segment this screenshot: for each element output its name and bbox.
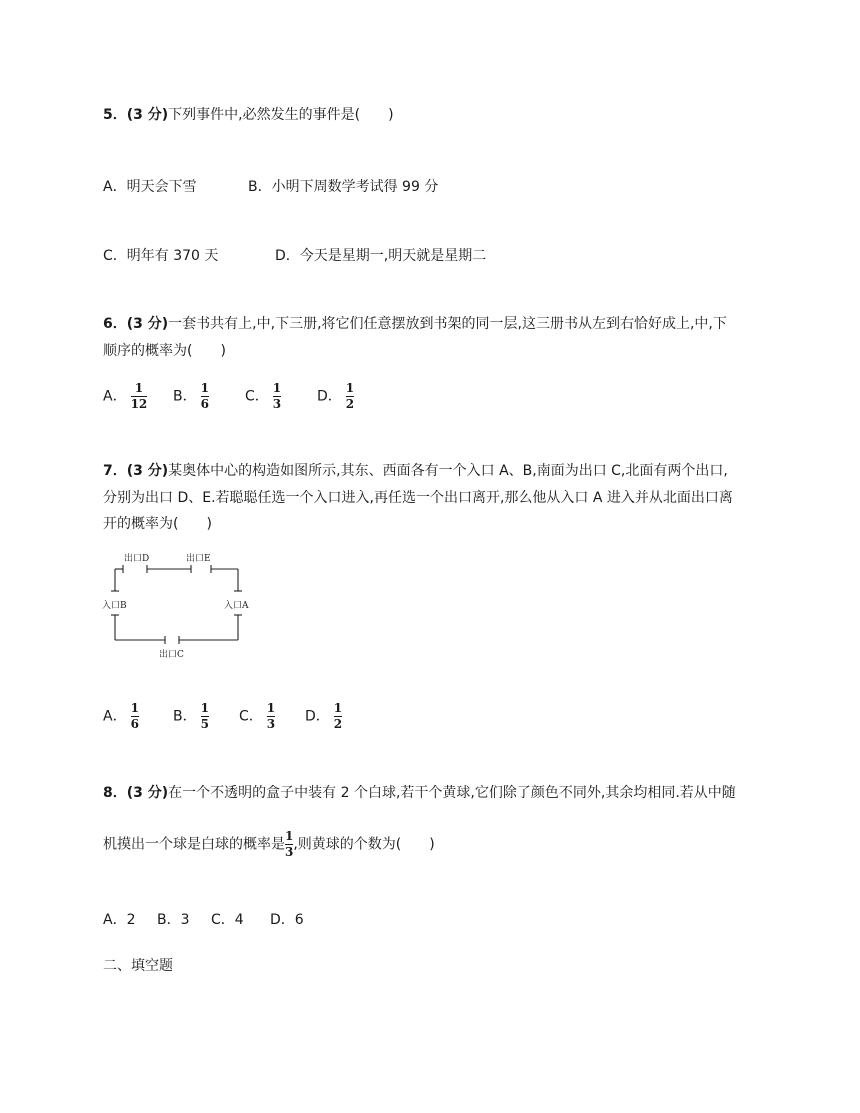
entrance-b-label: 入口B [102,601,127,611]
question-score: (3 分) [126,107,169,123]
q5-option-a: A．明天会下雪 [103,179,197,195]
question-number: 6． [103,316,127,332]
fraction: $\frac{1}{5}$ [200,701,209,731]
question-score: (3 分) [126,785,169,801]
q8-option-b: B．3 [157,912,190,928]
exit-e-label: 出口E [186,554,211,564]
q8-options [103,911,304,929]
exit-d-label: 出口D [124,554,150,564]
question-8-stem-line1 [103,784,736,802]
question-text: 下列事件中,必然发生的事件是( ) [168,107,394,123]
stadium-diagram [100,545,250,663]
question-number: 5． [103,107,127,123]
question-number: 7． [103,463,127,479]
fraction: $\frac{1}{3}$ [266,701,276,731]
fraction: $\frac{1}{12}$ [130,381,148,411]
fraction: $\frac{1}{2}$ [345,381,355,411]
q5-option-b: B．小明下周数学考试得 99 分 [248,179,439,195]
fraction: $\frac{1}{2}$ [333,701,343,731]
q6-option-d: D． $\frac{1}{2}$ [317,381,355,411]
question-6-stem-line1 [103,315,727,333]
question-text: ,则黄球的个数为( ) [293,836,435,853]
question-number: 8． [103,785,127,801]
question-text: 某奥体中心的构造如图所示,其东、西面各有一个入口 A、B,南面为出口 C,北面有两个出口, [168,463,728,479]
question-text: 在一个不透明的盒子中装有 2 个白球,若干个黄球,它们除了颜色不同外,其余均相同.若从中随 [168,785,736,801]
question-text: 机摸出一个球是白球的概率是 [103,836,285,853]
q6-options [103,382,354,411]
question-8-stem-line2 [103,830,435,859]
question-7-stem-line2: 分别为出口 D、E.若聪聪任选一个入口进入,再任选一个出口离开,那么他从入口 A 进入并从北面出口离 [103,490,733,506]
exit-c-label: 出口C [159,650,184,660]
question-score: (3 分) [126,463,169,479]
q7-option-c: C． $\frac{1}{3}$ [239,701,276,731]
question-6-stem-line2: 顺序的概率为( ) [103,343,226,359]
q7-option-a: A． $\frac{1}{6}$ [103,701,139,731]
q5-option-d: D．今天是星期一,明天就是星期二 [275,248,487,264]
fraction: $\frac{1}{6}$ [130,701,139,731]
section-title: 二、填空题 [103,958,173,974]
q6-option-b: B． $\frac{1}{6}$ [173,381,209,411]
q8-option-a: A．2 [103,912,136,928]
q7-option-b: B． $\frac{1}{5}$ [173,701,209,731]
entrance-a-label: 入口A [224,601,249,611]
q7-options [103,702,342,731]
q6-option-c: C． $\frac{1}{3}$ [245,381,282,411]
question-7-stem-line1 [103,462,728,480]
q5-option-c: C．明年有 370 天 [103,248,219,264]
q6-option-a: A． $\frac{1}{12}$ [103,381,148,411]
q7-option-d: D． $\frac{1}{2}$ [305,701,343,731]
question-text: 一套书共有上,中,下三册,将它们任意摆放到书架的同一层,这三册书从左到右恰好成上,中,下 [168,316,727,332]
q8-option-d: D．6 [270,912,304,928]
question-5-stem [103,106,394,124]
fraction: $\frac{1}{3}$ [272,381,282,411]
question-score: (3 分) [126,316,169,332]
q8-option-c: C．4 [211,912,244,928]
fraction: $\frac{1}{3}$ [285,829,294,859]
question-7-stem-line3: 开的概率为( ) [103,516,212,532]
fraction: $\frac{1}{6}$ [200,381,209,411]
